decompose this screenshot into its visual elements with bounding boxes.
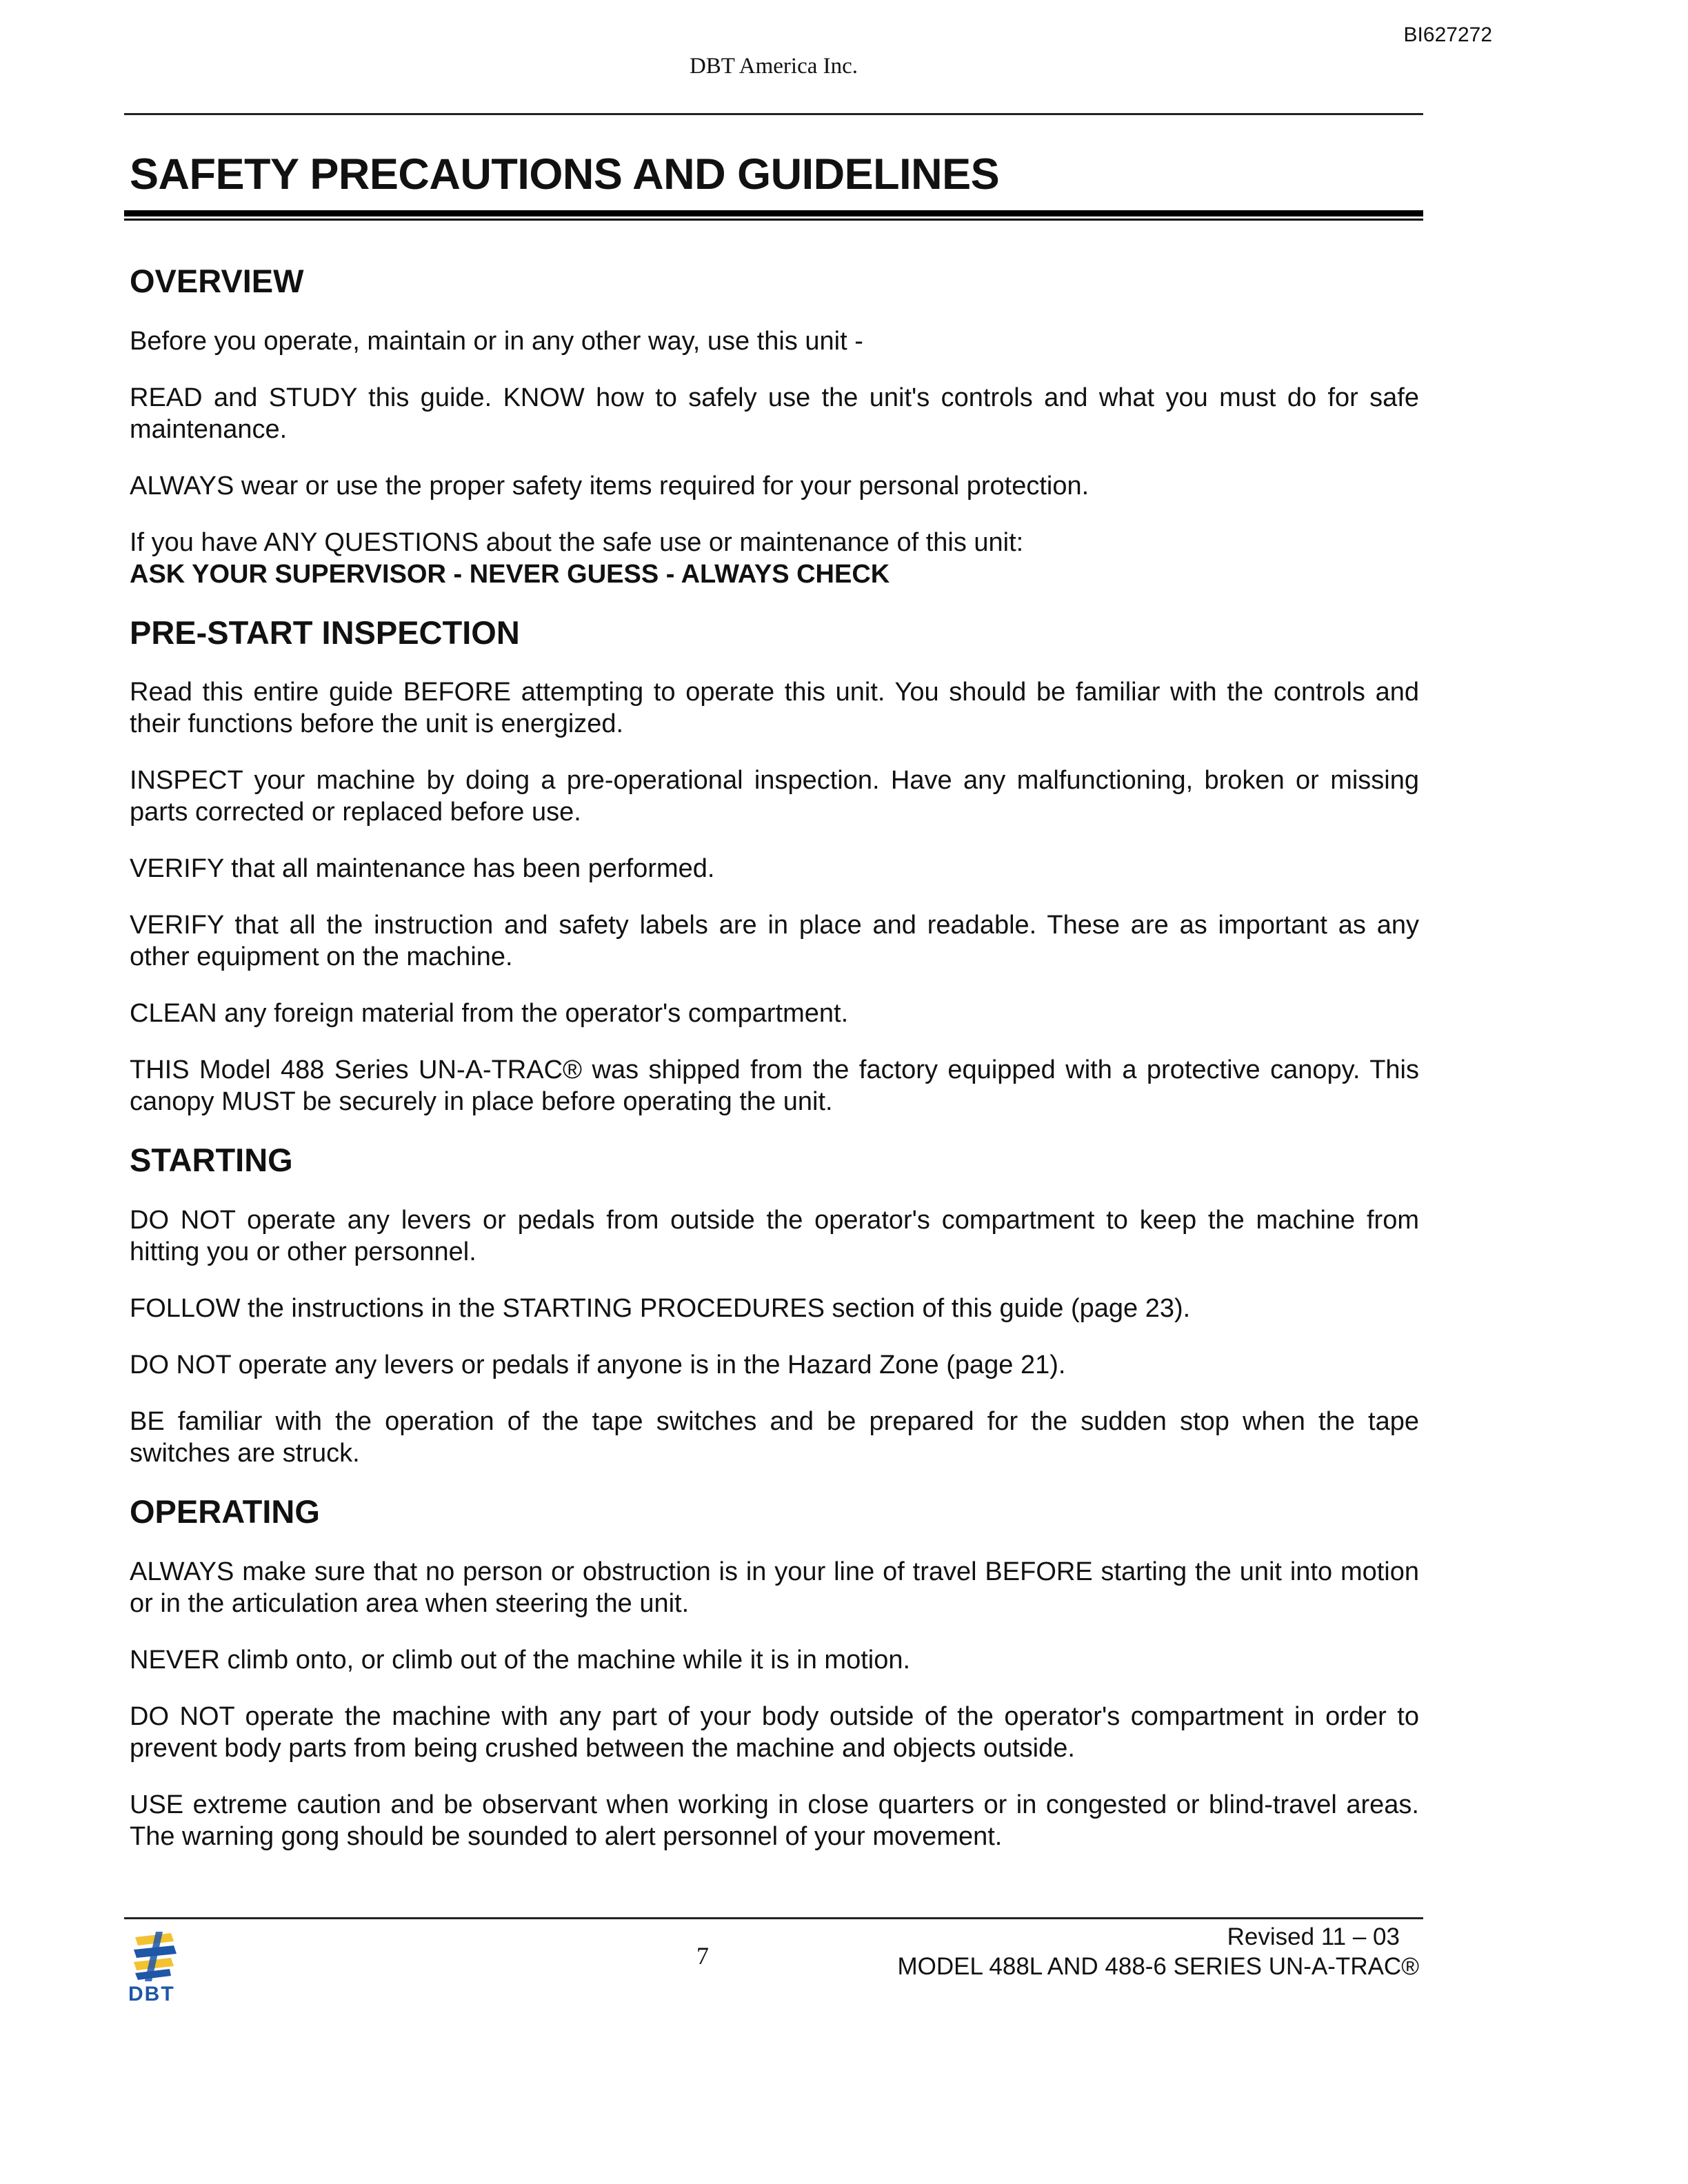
paragraph: [130, 1293, 1419, 1324]
paragraph: [130, 676, 1419, 740]
paragraph: [130, 998, 1419, 1029]
paragraph-text: DO NOT operate the machine with any part of your body outside of the operator's compartment in order to prevent body parts from being crushed between the machine and objects outside.: [130, 1701, 1419, 1763]
paragraph-text: Read this entire guide BEFORE attempting to operate this unit. You should be familiar with the controls and their functions before the unit is energized.: [130, 678, 1419, 739]
emphasis-text: ASK YOUR SUPERVISOR - NEVER GUESS - ALWAYS CHECK: [130, 559, 890, 589]
paragraph-text: READ and STUDY this guide. KNOW how to safely use the unit's controls and what you must do for safe maintenance.: [130, 383, 1419, 444]
dbt-logo-icon: [128, 1932, 181, 1981]
company-name: DBT America Inc.: [689, 54, 858, 79]
paragraph: [130, 853, 1419, 884]
title-rule-thin: [124, 219, 1423, 221]
paragraph: [130, 909, 1419, 973]
paragraph: [130, 1204, 1419, 1268]
paragraph-text: DO NOT operate any levers or pedals if anyone is in the Hazard Zone (page 21).: [130, 1351, 1066, 1380]
paragraph-text: ALWAYS wear or use the proper safety items required for your personal protection.: [130, 471, 1089, 501]
logo-text: DBT: [128, 1983, 175, 2005]
revision-date: Revised 11 – 03: [1227, 1923, 1400, 1950]
paragraph-text: DO NOT operate any levers or pedals from outside the operator's compartment to keep the machine from hitting you or other personnel.: [130, 1206, 1419, 1267]
paragraph: [130, 382, 1419, 445]
paragraph: [130, 1701, 1419, 1764]
document-id: BI627272: [1403, 23, 1492, 46]
page-number: 7: [696, 1942, 709, 1970]
paragraph: [130, 1349, 1419, 1381]
paragraph: [130, 1644, 1419, 1676]
paragraph-text: If you have ANY QUESTIONS about the safe use or maintenance of this unit:: [130, 527, 1024, 557]
paragraph-text: VERIFY that all maintenance has been performed.: [130, 854, 715, 884]
model-name: MODEL 488L AND 488-6 SERIES UN-A-TRAC®: [897, 1953, 1419, 1980]
header-rule: [124, 113, 1423, 115]
section-operating: [130, 1494, 1419, 1852]
section-pre-start-inspection: [130, 615, 1419, 1118]
paragraph-text: THIS Model 488 Series UN-A-TRAC® was shipped from the factory equipped with a protective canopy. This canopy MUST be securely in place before operating the unit.: [130, 1055, 1419, 1117]
paragraph: [130, 1054, 1419, 1118]
document-body: [130, 263, 1419, 1877]
page-title: SAFETY PRECAUTIONS AND GUIDELINES: [130, 150, 1000, 199]
section-starting: [130, 1142, 1419, 1469]
paragraph-text: FOLLOW the instructions in the STARTING PROCEDURES section of this guide (page 23).: [130, 1294, 1191, 1324]
section-overview: [130, 263, 1419, 590]
footer-rule: [124, 1917, 1423, 1919]
section-heading: OVERVIEW: [130, 263, 304, 299]
section-heading: STARTING: [130, 1142, 293, 1179]
section-heading: OPERATING: [130, 1493, 320, 1530]
paragraph: [130, 527, 1419, 590]
paragraph: [130, 1556, 1419, 1619]
paragraph: [130, 1789, 1419, 1852]
paragraph-text: USE extreme caution and be observant when working in close quarters or in congested or blind-travel areas. The warning gong should be sounded to alert personnel of your movement.: [130, 1790, 1419, 1851]
paragraph-text: Before you operate, maintain or in any other way, use this unit -: [130, 326, 863, 356]
dbt-logo: [128, 1932, 183, 2006]
paragraph-text: ALWAYS make sure that no person or obstruction is in your line of travel BEFORE starting the unit into motion or in the articulation area when steering the unit.: [130, 1557, 1419, 1618]
paragraph-text: INSPECT your machine by doing a pre-operational inspection. Have any malfunctioning, broken or missing parts corrected or replaced before use.: [130, 766, 1419, 827]
paragraph: [130, 325, 1419, 357]
paragraph-text: BE familiar with the operation of the tape switches and be prepared for the sudden stop when the tape switches are struck.: [130, 1407, 1419, 1468]
section-heading: PRE-START INSPECTION: [130, 614, 520, 651]
paragraph: [130, 1406, 1419, 1469]
paragraph: [130, 765, 1419, 828]
paragraph-text: VERIFY that all the instruction and safety labels are in place and readable. These are as important as any other equipment on the machine.: [130, 911, 1419, 972]
paragraph: [130, 470, 1419, 502]
paragraph-text: CLEAN any foreign material from the operator's compartment.: [130, 999, 849, 1029]
title-rule-thick: [124, 210, 1423, 216]
paragraph-text: NEVER climb onto, or climb out of the machine while it is in motion.: [130, 1645, 911, 1675]
